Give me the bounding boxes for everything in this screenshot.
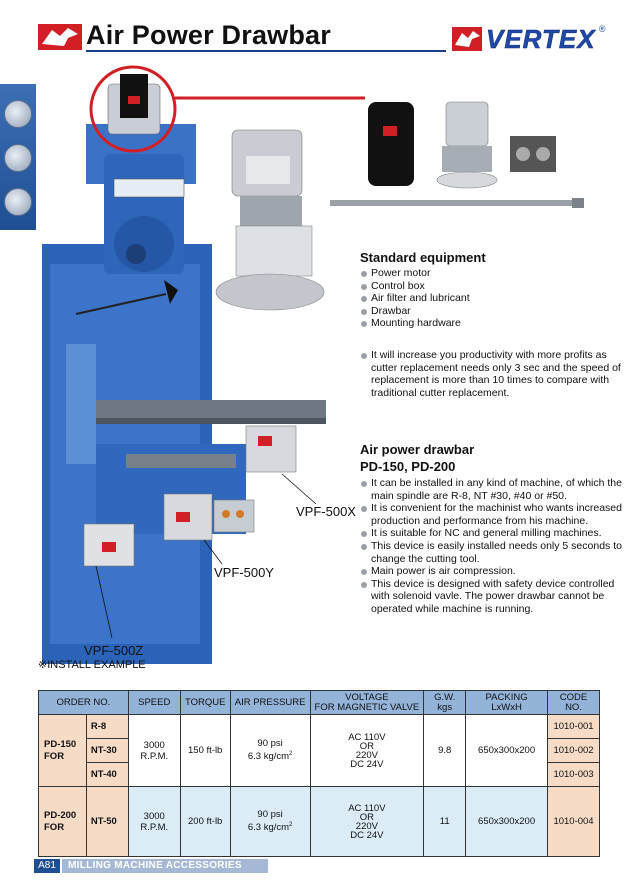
pd200-air-psi: 90 psi xyxy=(257,808,283,820)
page-header xyxy=(0,0,637,62)
pd150-code-3: 1010-003 xyxy=(548,763,600,787)
list-item: This device is designed with safety device controlled with solenoid vavle. The power drawbar cannot be operated while machine is running. xyxy=(360,578,622,616)
col-code-line1: CODE xyxy=(559,691,588,703)
pd150-spindle-nt30: NT-30 xyxy=(86,739,128,763)
install-example-label: ※INSTALL EXAMPLE xyxy=(38,659,146,671)
pd200-model: PD-200 xyxy=(44,809,77,821)
pd200-packing: 650x300x200 xyxy=(466,787,548,857)
pd200-gw: 11 xyxy=(424,787,466,857)
pd150-v2: OR xyxy=(359,740,375,752)
col-order-no: ORDER NO. xyxy=(39,691,129,715)
list-item: Drawbar xyxy=(360,305,620,318)
pd150-v4: DC 24V xyxy=(350,758,384,770)
callout-vpf-500y: VPF-500Y xyxy=(214,565,274,580)
pd150-model-cell xyxy=(39,715,87,787)
brand-eagle-icon xyxy=(452,27,482,51)
callout-vpf-500x: VPF-500X xyxy=(296,504,356,519)
list-item: It is suitable for NC and general milling machines. xyxy=(360,527,622,540)
col-code xyxy=(548,691,600,715)
col-voltage-line1: VOLTAGE xyxy=(345,691,389,703)
vise-disc-icon xyxy=(4,188,32,216)
standard-equipment-section xyxy=(360,250,620,330)
col-packing-line1: PACKING xyxy=(485,691,528,703)
pd150-air-psi: 90 psi xyxy=(257,737,283,749)
pd200-air-cell xyxy=(230,787,310,857)
pd200-v3: 220V xyxy=(355,820,378,832)
table-row xyxy=(39,715,600,739)
pd200-v1: AC 110V xyxy=(348,802,386,814)
page-title: Air Power Drawbar xyxy=(86,20,331,50)
list-item: This device is easily installed needs only 5 seconds to change the cutting tool. xyxy=(360,540,622,565)
standard-equipment-title: Standard equipment xyxy=(360,250,486,265)
apd-title: Air power drawbar xyxy=(360,442,475,457)
pd150-packing: 650x300x200 xyxy=(466,715,548,787)
pd150-air-cell xyxy=(230,715,310,787)
col-gw-line2: kgs xyxy=(437,701,453,713)
pd200-torque: 200 ft-lb xyxy=(180,787,230,857)
pd150-air-sup: 2 xyxy=(289,750,293,757)
pd200-for: FOR xyxy=(44,821,65,833)
list-item: It is convenient for the machinist who wants increased production and performance from his machine. xyxy=(360,502,622,527)
table-header-row xyxy=(39,691,600,715)
brand-registered: ® xyxy=(598,24,606,34)
col-air-pressure: AIR PRESSURE xyxy=(230,691,310,715)
page-number: A81 xyxy=(34,859,60,873)
side-tab xyxy=(0,84,36,230)
pd150-v1: AC 110V xyxy=(348,731,386,743)
list-item: Control box xyxy=(360,280,620,293)
table-row xyxy=(39,787,600,857)
vise-disc-icon xyxy=(4,144,32,172)
pd150-air-kg: 6.3 kg/cm xyxy=(247,751,290,763)
list-item: Main power is air compression. xyxy=(360,565,622,578)
col-code-line2: NO. xyxy=(565,701,582,713)
col-speed: SPEED xyxy=(128,691,180,715)
list-item: Power motor xyxy=(360,267,620,280)
pd150-for: FOR xyxy=(44,750,65,762)
pd200-v2: OR xyxy=(359,811,375,823)
brand-name: VERTEX xyxy=(486,23,596,54)
col-gw xyxy=(424,691,466,715)
col-packing-line2: LxWxH xyxy=(491,701,522,713)
eagle-logo-icon xyxy=(38,24,82,50)
title-underline xyxy=(86,50,446,52)
pd200-air-kg: 6.3 kg/cm xyxy=(247,822,290,834)
col-gw-line1: G.W. xyxy=(434,691,456,703)
pd150-spindle-r8: R-8 xyxy=(86,715,128,739)
pd200-speed: 3000 R.P.M. xyxy=(128,787,180,857)
pd150-gw: 9.8 xyxy=(424,715,466,787)
page-footer xyxy=(0,859,637,873)
col-torque: TORQUE xyxy=(180,691,230,715)
pd150-model: PD-150 xyxy=(44,738,77,750)
pd150-voltage-cell xyxy=(310,715,424,787)
pd150-code-2: 1010-002 xyxy=(548,739,600,763)
list-item: Air filter and lubricant xyxy=(360,292,620,305)
col-packing xyxy=(466,691,548,715)
pd200-model-cell xyxy=(39,787,87,857)
vise-disc-icon xyxy=(4,100,32,128)
pd200-spindle-nt50: NT-50 xyxy=(86,787,128,857)
productivity-note xyxy=(360,349,622,399)
spec-table xyxy=(38,690,600,857)
pd150-speed: 3000 R.P.M. xyxy=(128,715,180,787)
pd200-air-sup: 2 xyxy=(289,821,293,828)
pd150-v3: 220V xyxy=(355,749,378,761)
pd200-voltage-cell xyxy=(310,787,424,857)
list-item: It can be installed in any kind of machine, of which the main spindle are R-8, NT #30, #40 or #50. xyxy=(360,477,622,502)
callout-vpf-500z: VPF-500Z xyxy=(84,643,144,658)
col-voltage-line2: FOR MAGNETIC VALVE xyxy=(314,701,420,713)
section-name: MILLING MACHINE ACCESSORIES xyxy=(62,859,268,873)
list-item: Mounting hardware xyxy=(360,317,620,330)
pd150-torque: 150 ft-lb xyxy=(180,715,230,787)
pd150-spindle-nt40: NT-40 xyxy=(86,763,128,787)
brand-logo xyxy=(452,23,606,54)
col-voltage xyxy=(310,691,424,715)
productivity-note-text: It will increase you productivity with more profits as cutter replacement needs only 3 sec and the speed of replacement is more than 10 times to compare with traditional cutter replacement. xyxy=(360,349,622,399)
apd-models: PD-150, PD-200 xyxy=(360,459,456,474)
air-power-drawbar-section xyxy=(360,442,622,616)
pd150-code-1: 1010-001 xyxy=(548,715,600,739)
pd200-code: 1010-004 xyxy=(548,787,600,857)
pd200-v4: DC 24V xyxy=(350,829,384,841)
